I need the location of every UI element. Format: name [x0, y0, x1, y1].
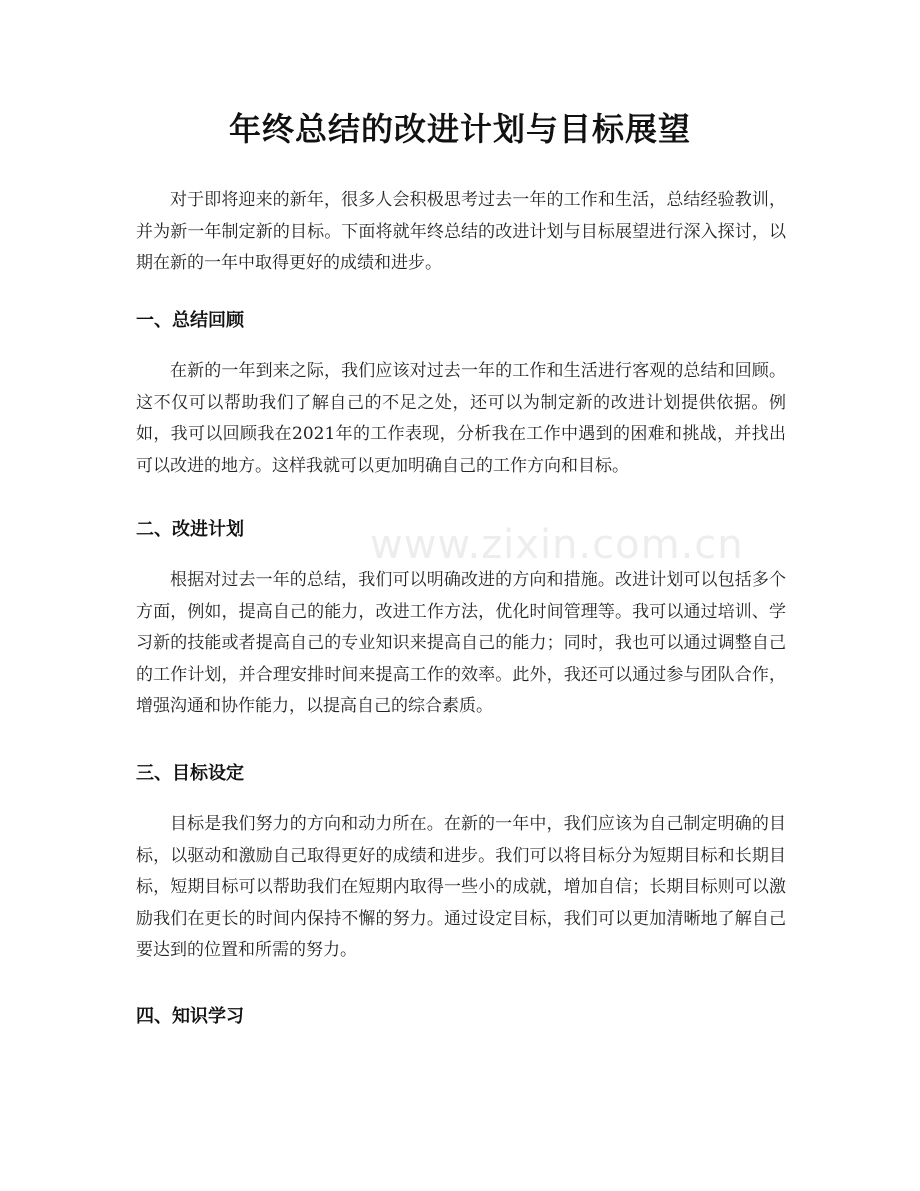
section-body-summary-review: 在新的一年到来之际，我们应该对过去一年的工作和生活进行客观的总结和回顾。这不仅可以帮助我们了解自己的不足之处，还可以为制定新的改进计划提供依据。例如，我可以回顾我在2021年的工作表现，分析我在工作中遇到的困难和挑战，并找出可以改进的地方。这样我就可以更加明确自己的工作方向和目标。	[136, 361, 786, 476]
section-body-goal-setting: 目标是我们努力的方向和动力所在。在新的一年中，我们应该为自己制定明确的目标，以驱动和激励自己取得更好的成绩和进步。我们可以将目标分为短期目标和长期目标，短期目标可以帮助我们在短期内取得一些小的成就，增加自信；长期目标则可以激励我们在更长的时间内保持不懈的努力。通过设定目标，我们可以更加清晰地了解自己要达到的位置和所需的努力。	[136, 814, 786, 960]
section-heading-summary-review: 一、总结回顾	[136, 310, 244, 331]
document-title: 年终总结的改进计划与目标展望	[228, 110, 691, 148]
intro-paragraph: 对于即将迎来的新年，很多人会积极思考过去一年的工作和生活，总结经验教训，并为新一年制定新的目标。下面将就年终总结的改进计划与目标展望进行深入探讨，以期在新的一年中取得更好的成绩和进步。	[136, 190, 786, 273]
section-body-improvement-plan: 根据对过去一年的总结，我们可以明确改进的方向和措施。改进计划可以包括多个方面，例如，提高自己的能力，改进工作方法，优化时间管理等。我可以通过培训、学习新的技能或者提高自己的专业知识来提高自己的能力；同时，我也可以通过调整自己的工作计划，并合理安排时间来提高工作的效率。此外，我还可以通过参与团队合作，增强沟通和协作能力，以提高自己的综合素质。	[136, 570, 786, 716]
section-heading-improvement-plan: 二、改进计划	[136, 519, 244, 540]
section-heading-knowledge-learning: 四、知识学习	[136, 1006, 244, 1027]
section-heading-goal-setting: 三、目标设定	[136, 763, 244, 784]
watermark: www.zixin.com.cn	[370, 522, 744, 568]
